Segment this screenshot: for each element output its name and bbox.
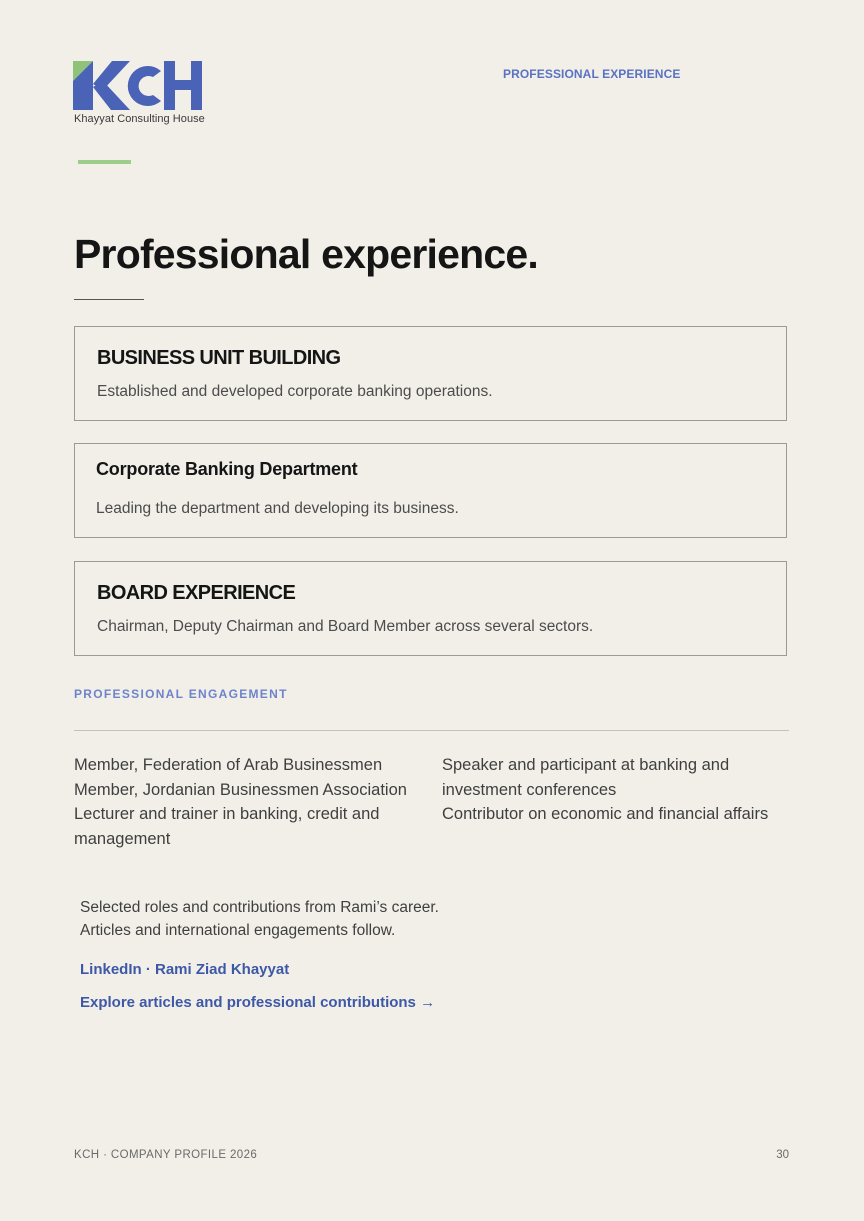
section-label: PROFESSIONAL EXPERIENCE — [503, 67, 681, 81]
career-note — [80, 896, 439, 942]
experience-card-business-unit — [74, 326, 787, 421]
card-description: Established and developed corporate banking operations. — [97, 383, 493, 400]
engagement-list-right — [442, 753, 802, 827]
list-item: Member, Jordanian Businessmen Association — [74, 780, 407, 799]
card-title: BUSINESS UNIT BUILDING — [97, 347, 341, 369]
page-number: 30 — [776, 1149, 789, 1161]
articles-link[interactable]: Explore articles and professional contributions → — [80, 994, 436, 1011]
engagement-divider — [74, 730, 789, 731]
footer-label: KCH · COMPANY PROFILE 2026 — [74, 1149, 258, 1161]
linkedin-link[interactable]: LinkedIn · Rami Ziad Khayyat — [80, 961, 290, 978]
logo-company-name: Khayyat Consulting House — [74, 113, 205, 125]
accent-divider — [78, 160, 131, 164]
card-title: BOARD EXPERIENCE — [97, 582, 296, 604]
note-line: Articles and international engagements follow. — [80, 922, 396, 939]
engagement-label: PROFESSIONAL ENGAGEMENT — [74, 687, 288, 701]
note-line: Selected roles and contributions from Rami’s career. — [80, 899, 439, 916]
title-divider — [74, 299, 144, 300]
list-item: Member, Federation of Arab Businessmen — [74, 756, 383, 774]
page-title: Professional experience. — [74, 231, 538, 277]
experience-card-corporate-banking — [74, 443, 787, 538]
card-description: Leading the department and developing its business. — [96, 500, 459, 517]
experience-card-board — [74, 561, 787, 656]
list-item: Speaker and participant at banking and investment conferences — [442, 756, 730, 799]
card-title: Corporate Banking Department — [96, 459, 358, 479]
engagement-list-left — [74, 753, 424, 851]
card-description: Chairman, Deputy Chairman and Board Member across several sectors. — [97, 618, 594, 635]
list-item: Lecturer and trainer in banking, credit and management — [74, 805, 380, 848]
list-item: Contributor on economic and financial affairs — [442, 805, 769, 823]
